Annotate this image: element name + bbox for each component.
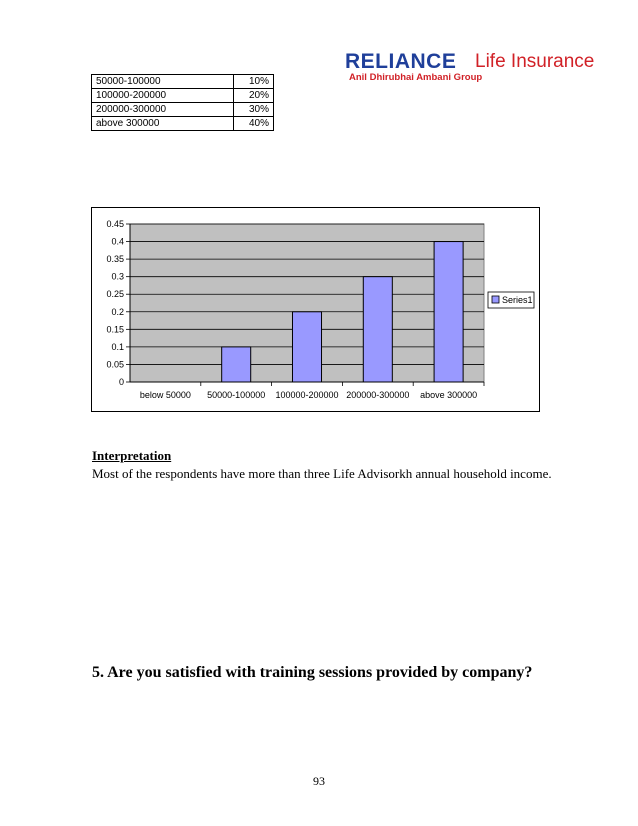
logo-product-text: Life Insurance [475, 51, 595, 72]
table-row [92, 89, 274, 103]
y-tick-label: 0.1 [111, 341, 124, 352]
range-cell: 200000-300000 [92, 103, 234, 117]
table-row [92, 75, 274, 89]
x-tick-label: 100000-200000 [275, 390, 339, 400]
logo-brand-text: RELIANCE [345, 50, 457, 73]
bar [292, 312, 321, 382]
y-tick-label: 0.05 [106, 359, 124, 370]
x-tick-label: below 50000 [139, 390, 191, 400]
percent-cell: 20% [234, 89, 274, 103]
logo-group-text: Anil Dhirubhai Ambani Group [349, 72, 483, 83]
legend-swatch [492, 296, 499, 303]
range-cell: 100000-200000 [92, 89, 234, 103]
range-cell: 50000-100000 [92, 75, 234, 89]
y-tick-label: 0.3 [111, 271, 124, 282]
bar [363, 277, 392, 382]
y-tick-label: 0.2 [111, 306, 124, 317]
interpretation-heading: Interpretation [92, 448, 172, 463]
x-tick-label: 200000-300000 [346, 390, 410, 400]
percent-cell: 10% [234, 75, 274, 89]
range-cell: above 300000 [92, 117, 234, 131]
y-tick-label: 0.45 [106, 219, 124, 229]
income-chart [91, 207, 540, 412]
reliance-logo [345, 50, 607, 86]
percent-cell: 30% [234, 103, 274, 117]
income-table [91, 74, 274, 131]
table-row [92, 103, 274, 117]
legend-label: Series1 [502, 295, 533, 305]
question-heading: 5. Are you satisfied with training sessions provided by company? [92, 664, 533, 681]
x-tick-label: 50000-100000 [207, 390, 266, 400]
percent-cell: 40% [234, 117, 274, 131]
chart-canvas [92, 208, 539, 411]
table-row [92, 117, 274, 131]
bar [434, 242, 463, 382]
y-tick-label: 0.25 [106, 289, 124, 300]
interpretation-text: Most of the respondents have more than three Life Advisorkh annual household income. [92, 466, 552, 481]
bar [222, 347, 251, 382]
y-tick-label: 0 [118, 377, 124, 387]
y-tick-label: 0.4 [111, 236, 124, 247]
y-tick-label: 0.15 [106, 324, 124, 335]
y-tick-label: 0.35 [106, 254, 124, 265]
x-tick-label: above 300000 [420, 390, 478, 400]
page-number: 93 [313, 774, 325, 788]
